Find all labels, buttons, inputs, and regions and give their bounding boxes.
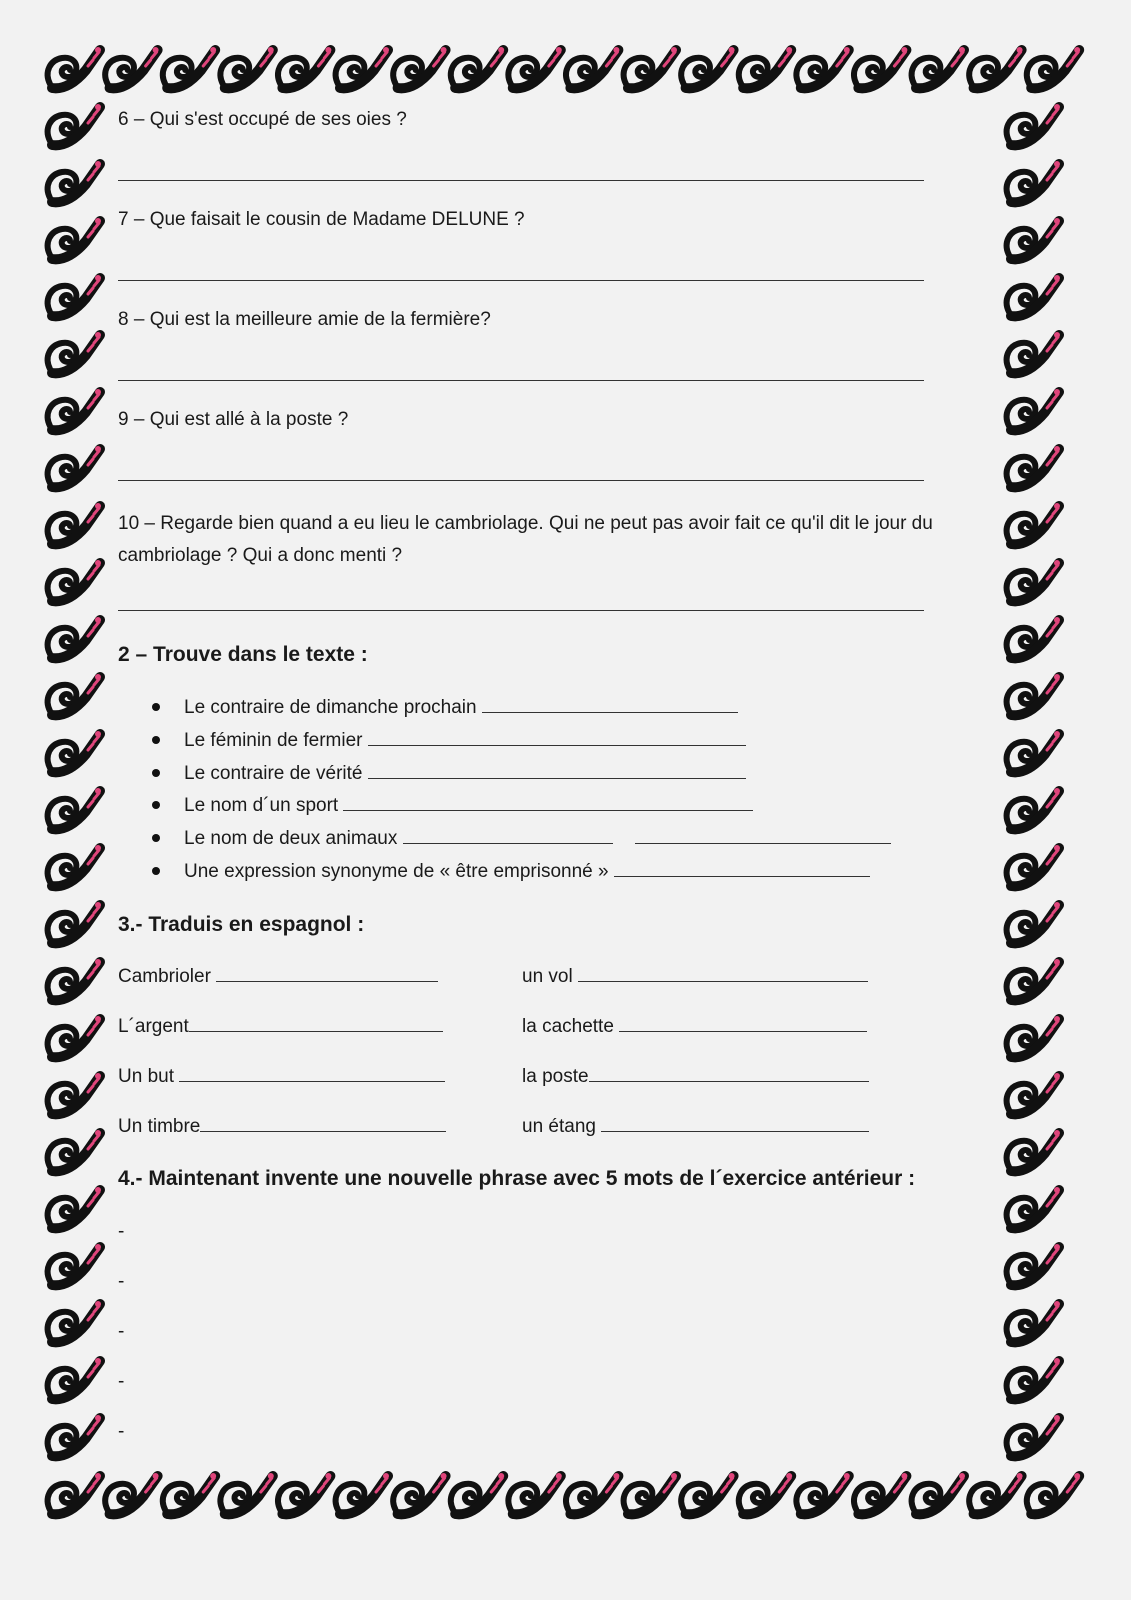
swirl-border-icon bbox=[163, 1473, 216, 1514]
swirl-border-icon bbox=[1007, 1073, 1060, 1114]
swirl-border-icon bbox=[48, 1473, 101, 1514]
answer-blank[interactable] bbox=[368, 762, 746, 779]
swirl-border-icon bbox=[278, 47, 331, 88]
swirl-border-icon bbox=[1007, 1244, 1060, 1285]
swirl-border-icon bbox=[912, 1473, 965, 1514]
swirl-border-icon bbox=[1007, 332, 1060, 373]
swirl-border-icon bbox=[1007, 674, 1060, 715]
swirl-border-icon bbox=[48, 104, 101, 145]
swirl-border-icon bbox=[1007, 617, 1060, 658]
sentence-line-1[interactable]: - bbox=[118, 1221, 125, 1242]
answer-blank[interactable] bbox=[635, 827, 891, 844]
swirl-border-icon bbox=[854, 47, 907, 88]
swirl-border-icon bbox=[1007, 845, 1060, 886]
answer-blank[interactable] bbox=[619, 1015, 867, 1032]
sentence-line-2[interactable]: - bbox=[118, 1271, 125, 1292]
swirl-border-icon bbox=[48, 902, 101, 943]
swirl-border-icon bbox=[739, 47, 792, 88]
swirl-border-icon bbox=[1007, 959, 1060, 1000]
swirl-border-icon bbox=[48, 1301, 101, 1342]
swirl-border-icon bbox=[48, 218, 101, 259]
swirl-border-icon bbox=[854, 1473, 907, 1514]
swirl-border-icon bbox=[48, 1187, 101, 1228]
swirl-border-icon bbox=[48, 560, 101, 601]
swirl-border-icon bbox=[969, 1473, 1022, 1514]
swirl-border-icon bbox=[48, 1244, 101, 1285]
translate-item-left-2: L´argent bbox=[118, 1015, 443, 1039]
answer-line-7[interactable] bbox=[118, 280, 924, 281]
swirl-border-icon bbox=[912, 47, 965, 88]
bullet-icon bbox=[152, 867, 160, 875]
swirl-border-icon bbox=[1007, 275, 1060, 316]
bullet-icon bbox=[152, 834, 160, 842]
swirl-border-icon bbox=[1007, 1130, 1060, 1171]
question-7: 7 – Que faisait le cousin de Madame DELUNE ? bbox=[118, 209, 525, 230]
swirl-border-icon bbox=[796, 1473, 849, 1514]
swirl-border-icon bbox=[48, 161, 101, 202]
swirl-border-icon bbox=[48, 1073, 101, 1114]
swirl-border-icon bbox=[1007, 389, 1060, 430]
section-2-title: 2 – Trouve dans le texte : bbox=[118, 643, 368, 666]
swirl-border-icon bbox=[393, 1473, 446, 1514]
swirl-border-icon bbox=[105, 1473, 158, 1514]
sentence-line-3[interactable]: - bbox=[118, 1321, 125, 1342]
swirl-border-icon bbox=[48, 446, 101, 487]
translate-item-right-3: la poste bbox=[522, 1065, 869, 1089]
bullet-icon bbox=[152, 736, 160, 744]
translate-item-left-3: Un but bbox=[118, 1065, 445, 1089]
swirl-border-icon bbox=[336, 1473, 389, 1514]
swirl-border-icon bbox=[48, 1016, 101, 1057]
swirl-border-icon bbox=[1007, 1358, 1060, 1399]
swirl-border-icon bbox=[1007, 1301, 1060, 1342]
swirl-border-icon bbox=[48, 674, 101, 715]
swirl-border-icon bbox=[624, 47, 677, 88]
bullet-icon bbox=[152, 801, 160, 809]
swirl-border-icon bbox=[1007, 1415, 1060, 1456]
swirl-border-icon bbox=[48, 275, 101, 316]
swirl-border-icon bbox=[1007, 902, 1060, 943]
swirl-border-icon bbox=[1027, 47, 1080, 88]
swirl-border-icon bbox=[566, 47, 619, 88]
question-6: 6 – Qui s'est occupé de ses oies ? bbox=[118, 109, 407, 130]
swirl-border-icon bbox=[48, 1130, 101, 1171]
translate-item-left-4: Un timbre bbox=[118, 1115, 446, 1139]
answer-blank[interactable] bbox=[482, 696, 738, 713]
swirl-border-icon bbox=[48, 788, 101, 829]
answer-blank[interactable] bbox=[200, 1115, 446, 1132]
swirl-border-icon bbox=[393, 47, 446, 88]
swirl-border-icon bbox=[1007, 731, 1060, 772]
answer-blank[interactable] bbox=[368, 729, 746, 746]
answer-line-9[interactable] bbox=[118, 480, 924, 481]
answer-blank[interactable] bbox=[189, 1015, 443, 1032]
swirl-border-icon bbox=[336, 47, 389, 88]
answer-blank[interactable] bbox=[179, 1065, 445, 1082]
swirl-border-icon bbox=[48, 959, 101, 1000]
swirl-border-icon bbox=[1007, 560, 1060, 601]
swirl-border-icon bbox=[48, 617, 101, 658]
swirl-border-icon bbox=[48, 503, 101, 544]
translate-item-left-1: Cambrioler bbox=[118, 965, 438, 989]
translate-item-right-2: la cachette bbox=[522, 1015, 867, 1039]
answer-blank[interactable] bbox=[589, 1065, 869, 1082]
question-8: 8 – Qui est la meilleure amie de la fermière? bbox=[118, 309, 491, 330]
swirl-border-icon bbox=[1007, 218, 1060, 259]
swirl-border-icon bbox=[969, 47, 1022, 88]
answer-blank[interactable] bbox=[614, 860, 870, 877]
swirl-border-icon bbox=[48, 1358, 101, 1399]
answer-line-8[interactable] bbox=[118, 380, 924, 381]
swirl-border-icon bbox=[220, 1473, 273, 1514]
sentence-line-5[interactable]: - bbox=[118, 1421, 125, 1442]
swirl-border-icon bbox=[1007, 104, 1060, 145]
swirl-border-icon bbox=[48, 1415, 101, 1456]
swirl-border-icon bbox=[1007, 1187, 1060, 1228]
sentence-line-4[interactable]: - bbox=[118, 1371, 125, 1392]
swirl-border-icon bbox=[48, 389, 101, 430]
swirl-border-icon bbox=[681, 1473, 734, 1514]
translate-item-right-1: un vol bbox=[522, 965, 868, 989]
swirl-border-icon bbox=[48, 845, 101, 886]
swirl-border-icon bbox=[163, 47, 216, 88]
swirl-border-icon bbox=[566, 1473, 619, 1514]
section-4-title: 4.- Maintenant invente une nouvelle phrase avec 5 mots de l´exercice antérieur : bbox=[118, 1167, 916, 1190]
question-10: 10 – Regarde bien quand a eu lieu le cambriolage. Qui ne peut pas avoir fait ce qu'il dit le jour du cambriolage ? Qui a donc menti ? bbox=[118, 513, 933, 566]
bullet-icon bbox=[152, 769, 160, 777]
answer-blank[interactable] bbox=[216, 965, 438, 982]
swirl-border-icon bbox=[1007, 788, 1060, 829]
bullet-icon bbox=[152, 703, 160, 711]
swirl-border-icon bbox=[48, 731, 101, 772]
answer-blank[interactable] bbox=[403, 827, 613, 844]
swirl-border-icon bbox=[1007, 1016, 1060, 1057]
swirl-border-icon bbox=[508, 47, 561, 88]
worksheet-page: 6 – Qui s'est occupé de ses oies ? 7 – Que faisait le cousin de Madame DELUNE ? 8 – Qui est la meilleure amie de la fermière? 9 – Qui est allé à la poste ? 10 – Regarde bien quand a eu lieu le cambriolage. Qui ne peut pas avoir fait ce qu'il dit le jour du cambriolage ? Qui a donc menti ? 2 – Trouve dans le texte : Le contraire de dimanche prochain Le féminin de fermier Le contraire de vérité Le nom d´un sport Le nom de deux animaux Une expression synonyme de « être emprisonné » 3.- Traduis en espagnol : Cambrioler L´argent Un but Un timbre un vol la cachette la poste un étang 4.- Maintenant invente une nouvelle phrase avec 5 mots de l´exercice antérieur : - - - - - bbox=[0, 0, 1131, 1600]
swirl-border-icon bbox=[105, 47, 158, 88]
swirl-border-icon bbox=[1007, 161, 1060, 202]
swirl-border-icon bbox=[624, 1473, 677, 1514]
translate-item-right-4: un étang bbox=[522, 1115, 869, 1139]
section-3-title: 3.- Traduis en espagnol : bbox=[118, 913, 365, 936]
answer-blank[interactable] bbox=[343, 794, 753, 811]
swirl-border-icon bbox=[1007, 503, 1060, 544]
swirl-border-icon bbox=[48, 332, 101, 373]
question-9: 9 – Qui est allé à la poste ? bbox=[118, 409, 349, 430]
swirl-border-icon bbox=[796, 47, 849, 88]
swirl-border-icon bbox=[278, 1473, 331, 1514]
answer-blank[interactable] bbox=[601, 1115, 869, 1132]
swirl-border-icon bbox=[451, 1473, 504, 1514]
swirl-border-icon bbox=[1007, 446, 1060, 487]
swirl-border-icon bbox=[1027, 1473, 1080, 1514]
swirl-border-icon bbox=[220, 47, 273, 88]
swirl-border-icon bbox=[451, 47, 504, 88]
swirl-border-icon bbox=[739, 1473, 792, 1514]
swirl-border-icon bbox=[681, 47, 734, 88]
answer-line-6[interactable] bbox=[118, 180, 924, 181]
answer-line-10[interactable] bbox=[118, 610, 924, 611]
swirl-border-icon bbox=[48, 47, 101, 88]
answer-blank[interactable] bbox=[578, 965, 868, 982]
swirl-border-icon bbox=[508, 1473, 561, 1514]
